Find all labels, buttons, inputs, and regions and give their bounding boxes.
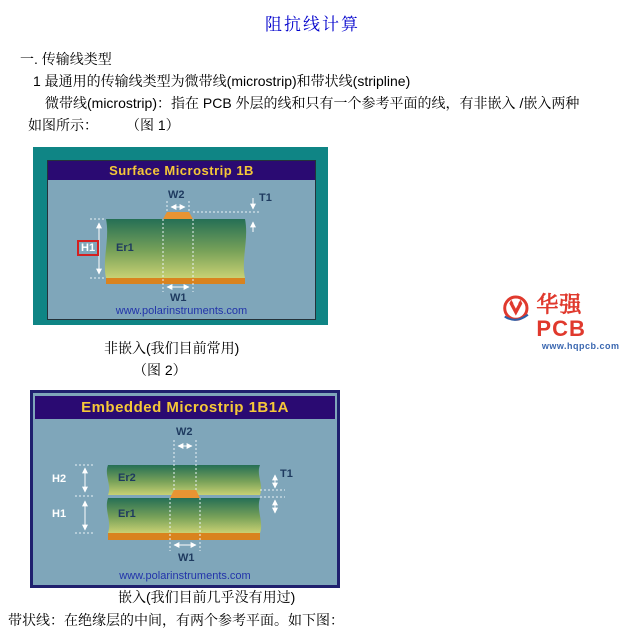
figure1-title: Surface Microstrip 1B: [48, 161, 315, 180]
hqpcb-brand-name: 华强PCB: [536, 292, 586, 341]
hqpcb-logo-text: [536, 293, 625, 351]
dim-label-er2: Er2: [118, 472, 136, 484]
figure2-title: Embedded Microstrip 1B1A: [35, 396, 335, 419]
figure-surface-microstrip: [33, 147, 328, 325]
dim-label-h2: H2: [52, 473, 67, 485]
polar-watermark: www.polarinstruments.com: [119, 570, 251, 582]
dim-label-w1: W1: [170, 292, 187, 304]
figure1-caption: 非嵌入(我们目前常用): [104, 340, 240, 356]
paragraph-line-2: 微带线(microstrip)：指在 PCB 外层的线和只有一个参考平面的线，有非嵌入 /嵌入两种: [45, 95, 580, 111]
hqpcb-logo: [501, 293, 625, 351]
paragraph-line-1: 1 最通用的传输线类型为微带线(microstrip)和带状线(stripline): [33, 73, 411, 89]
dim-label-er1: Er1: [116, 242, 134, 254]
hqpcb-logo-icon: [501, 293, 534, 327]
figure2-number-label: （图 2）: [133, 362, 187, 378]
paragraph-line-3: 如图所示： （图 1）: [28, 117, 180, 133]
figure2-caption: 嵌入(我们目前几乎没有用过): [118, 589, 296, 605]
dim-label-h1-highlighted: H1: [77, 240, 99, 256]
dim-label-w2: W2: [176, 426, 193, 438]
figure-embedded-microstrip: [30, 390, 340, 588]
dim-label-w1: W1: [178, 552, 195, 564]
dim-label-t1: T1: [259, 192, 272, 204]
dim-label-t1: T1: [280, 468, 293, 480]
page-title: 阻抗线计算: [265, 15, 360, 34]
paragraph-line-4: 带状线：在绝缘层的中间，有两个参考平面。如下图：: [8, 612, 344, 628]
section-heading: 一. 传输线类型: [20, 51, 112, 67]
dim-label-w2: W2: [168, 189, 185, 201]
hqpcb-site-url: www.hqpcb.com: [541, 341, 620, 351]
dim-label-h1: H1: [52, 508, 67, 520]
dim-label-er1: Er1: [118, 508, 136, 520]
figure1-panel: [47, 160, 316, 320]
polar-watermark: www.polarinstruments.com: [115, 305, 248, 317]
